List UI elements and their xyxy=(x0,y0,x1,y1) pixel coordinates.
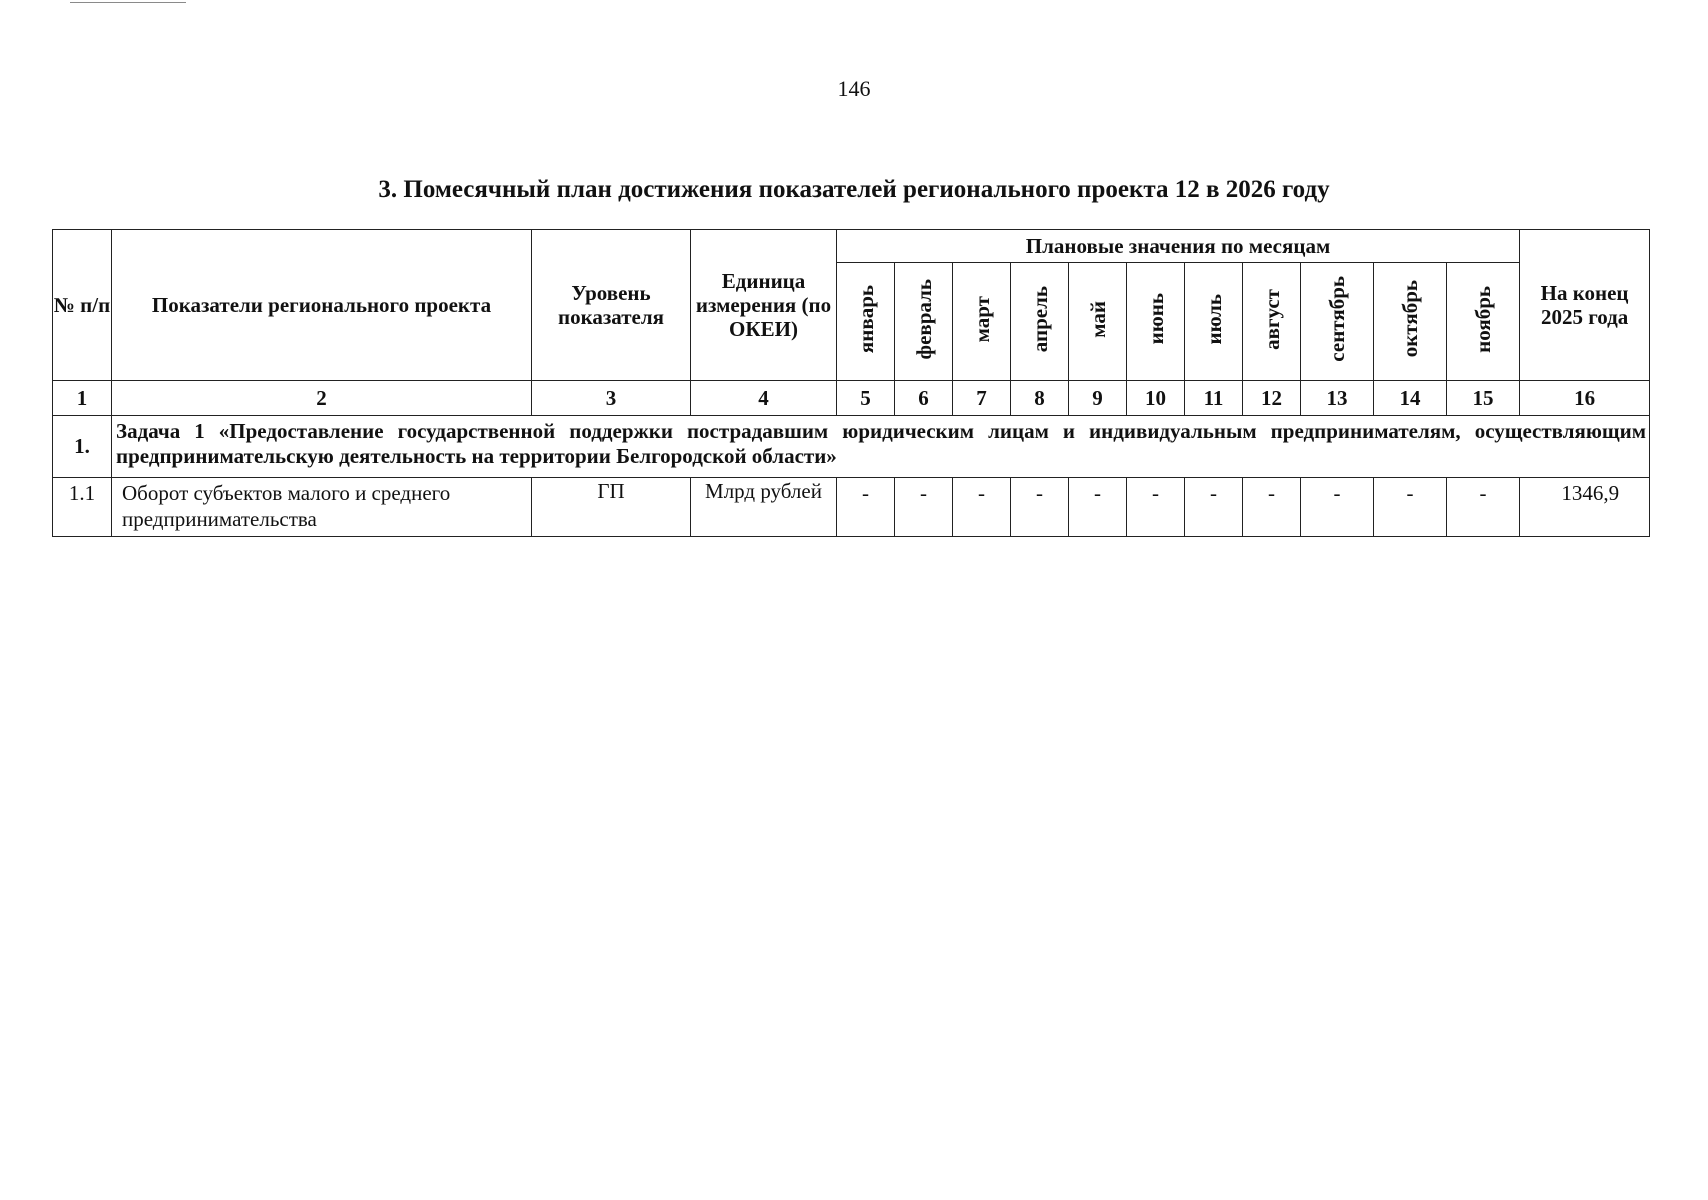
header-month-apr xyxy=(1011,263,1069,381)
month-label: январь xyxy=(853,284,878,354)
column-number: 9 xyxy=(1069,381,1127,416)
page-number: 146 xyxy=(837,76,871,101)
monthly-plan-table xyxy=(52,229,1650,537)
header-month-jan xyxy=(837,263,895,381)
column-number: 10 xyxy=(1127,381,1185,416)
column-number: 13 xyxy=(1301,381,1374,416)
month-value: - xyxy=(1374,478,1447,537)
header-month-feb xyxy=(895,263,953,381)
task-row xyxy=(53,416,1650,478)
indicator-unit: Млрд рублей xyxy=(691,478,837,537)
header-month-aug xyxy=(1243,263,1301,381)
indicator-level: ГП xyxy=(532,478,691,537)
column-number: 12 xyxy=(1243,381,1301,416)
month-label: май xyxy=(1085,300,1110,338)
header-month-mar xyxy=(953,263,1011,381)
month-value: - xyxy=(1127,478,1185,537)
month-label: апрель xyxy=(1027,285,1052,353)
top-rule xyxy=(70,2,186,3)
column-number: 15 xyxy=(1447,381,1520,416)
task-number: 1. xyxy=(53,416,112,478)
month-value: - xyxy=(837,478,895,537)
column-number: 2 xyxy=(112,381,532,416)
month-value: - xyxy=(895,478,953,537)
header-end-value: На конец 2025 года xyxy=(1520,230,1650,381)
header-level: Уровень показателя xyxy=(532,230,691,381)
end-value: 1346,9 xyxy=(1520,478,1650,537)
column-number-row xyxy=(53,381,1650,416)
month-value: - xyxy=(1447,478,1520,537)
month-label: июль xyxy=(1201,293,1226,345)
month-label: сентябрь xyxy=(1325,276,1349,362)
month-value: - xyxy=(953,478,1011,537)
row-number: 1.1 xyxy=(53,478,112,537)
column-number: 7 xyxy=(953,381,1011,416)
column-number: 1 xyxy=(53,381,112,416)
column-number: 11 xyxy=(1185,381,1243,416)
header-month-jul xyxy=(1185,263,1243,381)
header-unit: Единица измерения (по ОКЕИ) xyxy=(691,230,837,381)
document-title: 3. Помесячный план достижения показателей регионального проекта 12 в 2026 году xyxy=(378,176,1330,203)
column-number: 5 xyxy=(837,381,895,416)
header-month-jun xyxy=(1127,263,1185,381)
header-monthly-values: Плановые значения по месяцам xyxy=(837,230,1520,263)
month-value: - xyxy=(1243,478,1301,537)
month-value: - xyxy=(1185,478,1243,537)
month-label: август xyxy=(1259,288,1284,350)
table-row xyxy=(53,478,1650,537)
column-number: 16 xyxy=(1520,381,1650,416)
column-number: 8 xyxy=(1011,381,1069,416)
month-value: - xyxy=(1069,478,1127,537)
column-number: 3 xyxy=(532,381,691,416)
header-num: № п/п xyxy=(53,230,112,381)
header-row-top xyxy=(53,230,1650,263)
month-label: ноябрь xyxy=(1471,285,1496,353)
header-month-oct xyxy=(1374,263,1447,381)
indicator-name: Оборот субъектов малого и среднего предпринимательства xyxy=(112,478,532,537)
column-number: 4 xyxy=(691,381,837,416)
header-month-may xyxy=(1069,263,1127,381)
task-description: Задача 1 «Предоставление государственной поддержки пострадавшим юридическим лицам и индивидуальным предпринимателям, осуществляющим предпринимательскую деятельность на территории Белгородской области» xyxy=(112,416,1650,478)
header-month-sep xyxy=(1301,263,1374,381)
header-indicator: Показатели регионального проекта xyxy=(112,230,532,381)
month-value: - xyxy=(1301,478,1374,537)
month-label: март xyxy=(969,295,994,343)
column-number: 14 xyxy=(1374,381,1447,416)
month-label: октябрь xyxy=(1398,280,1422,358)
month-label: июнь xyxy=(1143,293,1168,345)
header-month-nov xyxy=(1447,263,1520,381)
column-number: 6 xyxy=(895,381,953,416)
month-label: февраль xyxy=(911,278,936,360)
month-value: - xyxy=(1011,478,1069,537)
